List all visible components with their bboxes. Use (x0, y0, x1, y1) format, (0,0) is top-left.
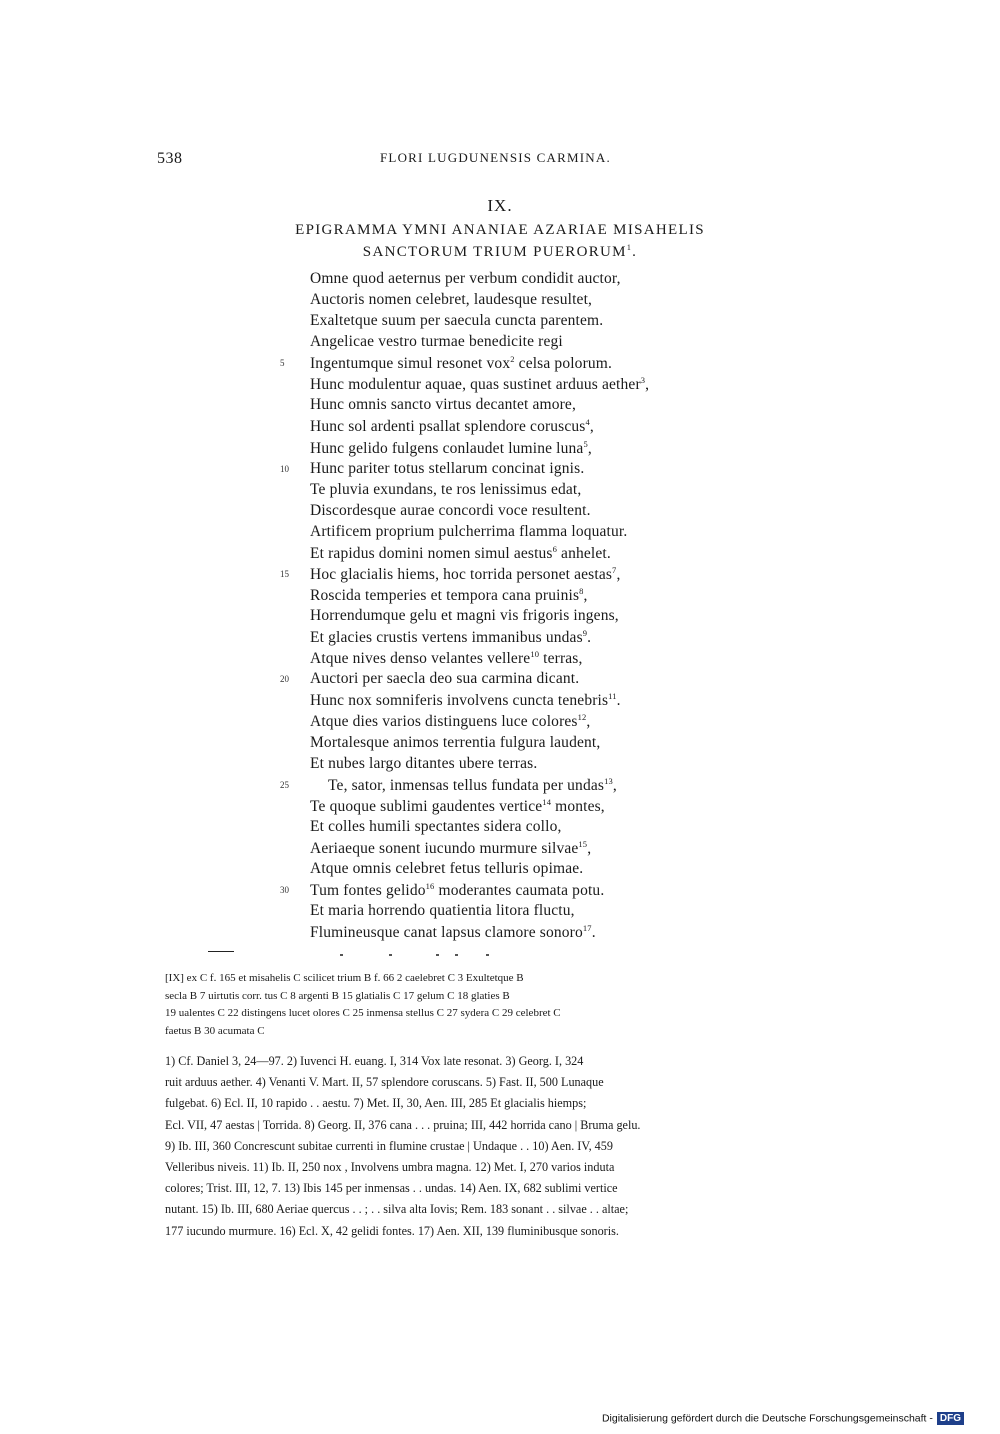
verse-line (310, 839, 591, 858)
verse-text-tail: , (587, 840, 592, 858)
verse-text: Aeriaeque sonent iucundo murmure silvae (310, 840, 579, 858)
footnote-line: 1) Cf. Daniel 3, 24—97. 2) Iuvenci H. euang. I, 314 Vox late resonat. 3) Georg. I, 324 (165, 1054, 584, 1068)
verse-line (310, 586, 588, 605)
line-number: 5 (280, 358, 285, 369)
verse-line (310, 312, 603, 330)
verse-line (310, 502, 591, 520)
verse-text: Hoc glacialis hiems, hoc torrida personet aestas (310, 566, 613, 584)
verse-text-tail: , (586, 713, 591, 731)
verse-text-tail: , (616, 566, 621, 584)
verse-text-tail: terras, (539, 650, 583, 668)
verse-text: Omne quod aeternus per verbum condidit auctor, (310, 270, 621, 287)
footnote-ref: 3 (640, 375, 646, 386)
verse-text: Hunc nox somniferis involvens cuncta tenebris (310, 692, 609, 710)
verse-text: Atque dies varios distinguens luce colores (310, 713, 578, 731)
verse-text-tail: montes, (551, 797, 605, 815)
verse-text-tail: celsa polorum. (514, 355, 613, 373)
credit-text: Digitalisierung gefördert durch die Deutsche Forschungsgemeinschaft - (601, 1412, 933, 1425)
verse-line (310, 628, 591, 647)
digitization-credit (602, 1412, 964, 1425)
verse-text: Te, sator, inmensas tellus fundata per undas (328, 776, 605, 794)
verse-text: Et rapidus domini nomen simul aestus (310, 545, 553, 563)
verse-text-tail: . (587, 629, 592, 647)
footnote-ref: 14 (542, 796, 552, 807)
apparatus-line: [IX] ex C f. 165 et misahelis C scilicet trium B f. 66 2 caelebret C 3 Exultetque B (165, 972, 524, 984)
verse-text-tail: , (587, 439, 592, 457)
verse-line (310, 481, 581, 499)
footnote-ref: 10 (530, 649, 540, 660)
footnote-ref: 1 (626, 243, 633, 252)
verse-text: Hunc pariter totus stellarum concinat ignis. (310, 459, 585, 477)
verse-text: Horrendumque gelu et magni vis frigoris ingens, (310, 607, 619, 625)
verse-text: Flumineusque canat lapsus clamore sonoro (310, 924, 583, 942)
footnote-ref: 15 (578, 838, 588, 849)
verse-line (310, 375, 649, 394)
critical-apparatus (165, 970, 837, 1041)
verse-text-tail: , (589, 418, 594, 436)
print-mark (340, 954, 343, 956)
verse-line (310, 607, 619, 625)
footnote-ref: 8 (579, 586, 584, 597)
verse-line (310, 396, 576, 414)
verse-text: Et glacies crustis vertens immanibus undas (310, 629, 583, 647)
verse-text: Te quoque sublimi gaudentes vertice (310, 797, 543, 815)
verse-text: Et nubes largo ditantes ubere terras. (310, 754, 538, 772)
verse-text: Auctori per saecla deo sua carmina dicant. (310, 670, 580, 688)
verse-text: Ingentumque simul resonet vox (310, 355, 511, 373)
footnote-ref: 13 (604, 775, 613, 786)
footnote-ref: 2 (510, 354, 515, 365)
footnote-ref: 16 (425, 881, 435, 892)
page-number: 538 (157, 150, 183, 167)
verse-text: Roscida temperies et tempora cana pruinis (310, 587, 580, 605)
verse-line (310, 902, 575, 920)
verse-line (310, 649, 583, 668)
verse-text: Hunc omnis sancto virtus decantet amore, (310, 396, 576, 414)
footnote-line: colores; Trist. III, 12, 7. 13) Ibis 145 per inmensas . . undas. 14) Aen. IX, 682 sublimi vertice (165, 1181, 618, 1196)
verse-text-tail: anhelet. (557, 545, 611, 563)
running-head: FLORI LUGDUNENSIS CARMINA. (380, 150, 611, 165)
verse-text: Te pluvia exundans, te ros lenissimus edat, (310, 480, 582, 498)
print-mark (389, 954, 392, 956)
line-number: 20 (280, 674, 289, 685)
dfg-logo-icon: DFG (937, 1412, 964, 1425)
footnote-line: nutant. 15) Ib. III, 680 Aeriae quercus . . ; . . silva alta Iovis; Rem. 183 sonant . . silvae . . altae; (165, 1202, 629, 1217)
poem-title-line-1: EPIGRAMMA YMNI ANANIAE AZARIAE MISAHELIS (295, 222, 705, 238)
verse-text-tail: . (616, 692, 621, 710)
verse-text: Artificem proprium pulcherrima flamma loquatur. (310, 522, 628, 540)
print-mark (436, 954, 439, 956)
footnotes (165, 1051, 837, 1242)
verse-line (310, 565, 620, 584)
verse-text: Mortalesque animos terrentia fulgura laudent, (310, 733, 601, 751)
verse-line (310, 544, 611, 563)
footnote-ref: 12 (577, 712, 587, 723)
footnote-separator (208, 951, 234, 952)
verse-line (310, 881, 604, 900)
verse-text: Atque nives denso velantes vellere (310, 650, 531, 668)
poem-title-line-2: SANCTORUM TRIUM PUERORUM$^1$. (362, 243, 638, 260)
verse-text: Hunc modulentur aquae, quas sustinet arduus aether (310, 376, 641, 394)
verse-text: Et maria horrendo quatientia litora fluctu, (310, 902, 575, 920)
verse-line (310, 523, 627, 541)
verse-line (310, 270, 621, 288)
verse-text-tail: moderantes caumata potu. (434, 882, 605, 900)
verse-line (310, 797, 605, 816)
footnote-line: 9) Ib. III, 360 Concrescunt subitae currenti in flumine crustae | Undaque . . 10) Aen. IV, 459 (165, 1138, 613, 1153)
footnote-ref: 5 (583, 438, 588, 449)
footnote-ref: 7 (612, 564, 617, 575)
verse-text: Atque omnis celebret fetus telluris opimae. (310, 859, 584, 877)
verse-line (310, 734, 600, 752)
footnote-ref: 6 (552, 543, 558, 554)
footnote-line: fulgebat. 6) Ecl. II, 10 rapido . . aestu. 7) Met. II, 30, Aen. III, 285 Et glacialis hiemps; (165, 1096, 587, 1111)
verse-text: Auctoris nomen celebret, laudesque resultet, (310, 291, 593, 309)
line-number: 10 (280, 463, 289, 474)
verse-text-tail: , (645, 376, 650, 394)
verse-text: Angelicae vestro turmae benedicite regi (310, 333, 563, 351)
verse-line (310, 670, 579, 688)
verse-line (310, 333, 563, 351)
footnote-ref: 4 (585, 417, 590, 428)
verse-line (310, 755, 537, 773)
verse-text: Exaltetque suum per saecula cuncta parentem. (310, 312, 604, 330)
footnote-line: 177 iucundo murmure. 16) Ecl. X, 42 gelidi fontes. 17) Aen. XII, 139 fluminibusque sonoris. (165, 1223, 619, 1238)
poem-number: IX. (487, 196, 513, 215)
footnote-ref: 17 (582, 923, 592, 934)
verse-text-tail: , (583, 587, 588, 605)
footnote-ref: 11 (608, 691, 617, 702)
verse-line (310, 818, 562, 836)
line-number: 15 (280, 568, 289, 579)
verse-text: Tum fontes gelido (310, 882, 426, 900)
verse-text: Discordesque aurae concordi voce resultent. (310, 501, 591, 519)
verse-text-tail: , (612, 776, 617, 794)
poem-title-text: SANCTORUM TRIUM PUERORUM (362, 244, 627, 260)
verse-line (310, 460, 584, 478)
apparatus-line: secla B 7 uirtutis corr. tus C 8 argenti B 15 glatialis C 17 gelum C 18 glaties B (165, 989, 510, 1002)
print-mark (455, 954, 458, 956)
apparatus-line: faetus B 30 acumata C (165, 1025, 265, 1038)
verse-text: Hunc gelido fulgens conlaudet lumine luna (310, 439, 584, 457)
verse-line (310, 691, 621, 710)
verse-line (310, 354, 612, 373)
footnote-line: Velleribus niveis. 11) Ib. II, 250 nox , Involvens umbra magna. 12) Met. I, 270 varios induta (165, 1160, 615, 1175)
verse-line (310, 439, 592, 458)
footnote-line: Ecl. VII, 47 aestas | Torrida. 8) Georg. II, 376 cana . . . pruina; III, 442 horrida cano | Bruma gelu. (165, 1117, 641, 1132)
verse-line (310, 712, 590, 731)
line-number: 30 (280, 885, 289, 896)
print-mark (486, 954, 489, 956)
footnote-ref: 9 (582, 628, 588, 639)
verse-text: Hunc sol ardenti psallat splendore coruscus (310, 418, 586, 436)
line-number: 25 (280, 779, 289, 790)
verse-line (310, 417, 594, 436)
verse-line (310, 860, 583, 878)
apparatus-line: 19 ualentes C 22 distingens lucet olores C 25 inmensa stellus C 27 sydera C 29 celebret C (165, 1007, 561, 1020)
verse-text: Et colles humili spectantes sidera collo, (310, 817, 562, 835)
footnote-line: ruit arduus aether. 4) Venanti V. Mart. II, 57 splendore coruscans. 5) Fast. II, 500 Lunaque (165, 1075, 604, 1090)
verse-text-tail: . (591, 924, 596, 942)
verse-line (310, 923, 596, 942)
verse-line (310, 291, 592, 309)
verse-line (328, 776, 617, 795)
